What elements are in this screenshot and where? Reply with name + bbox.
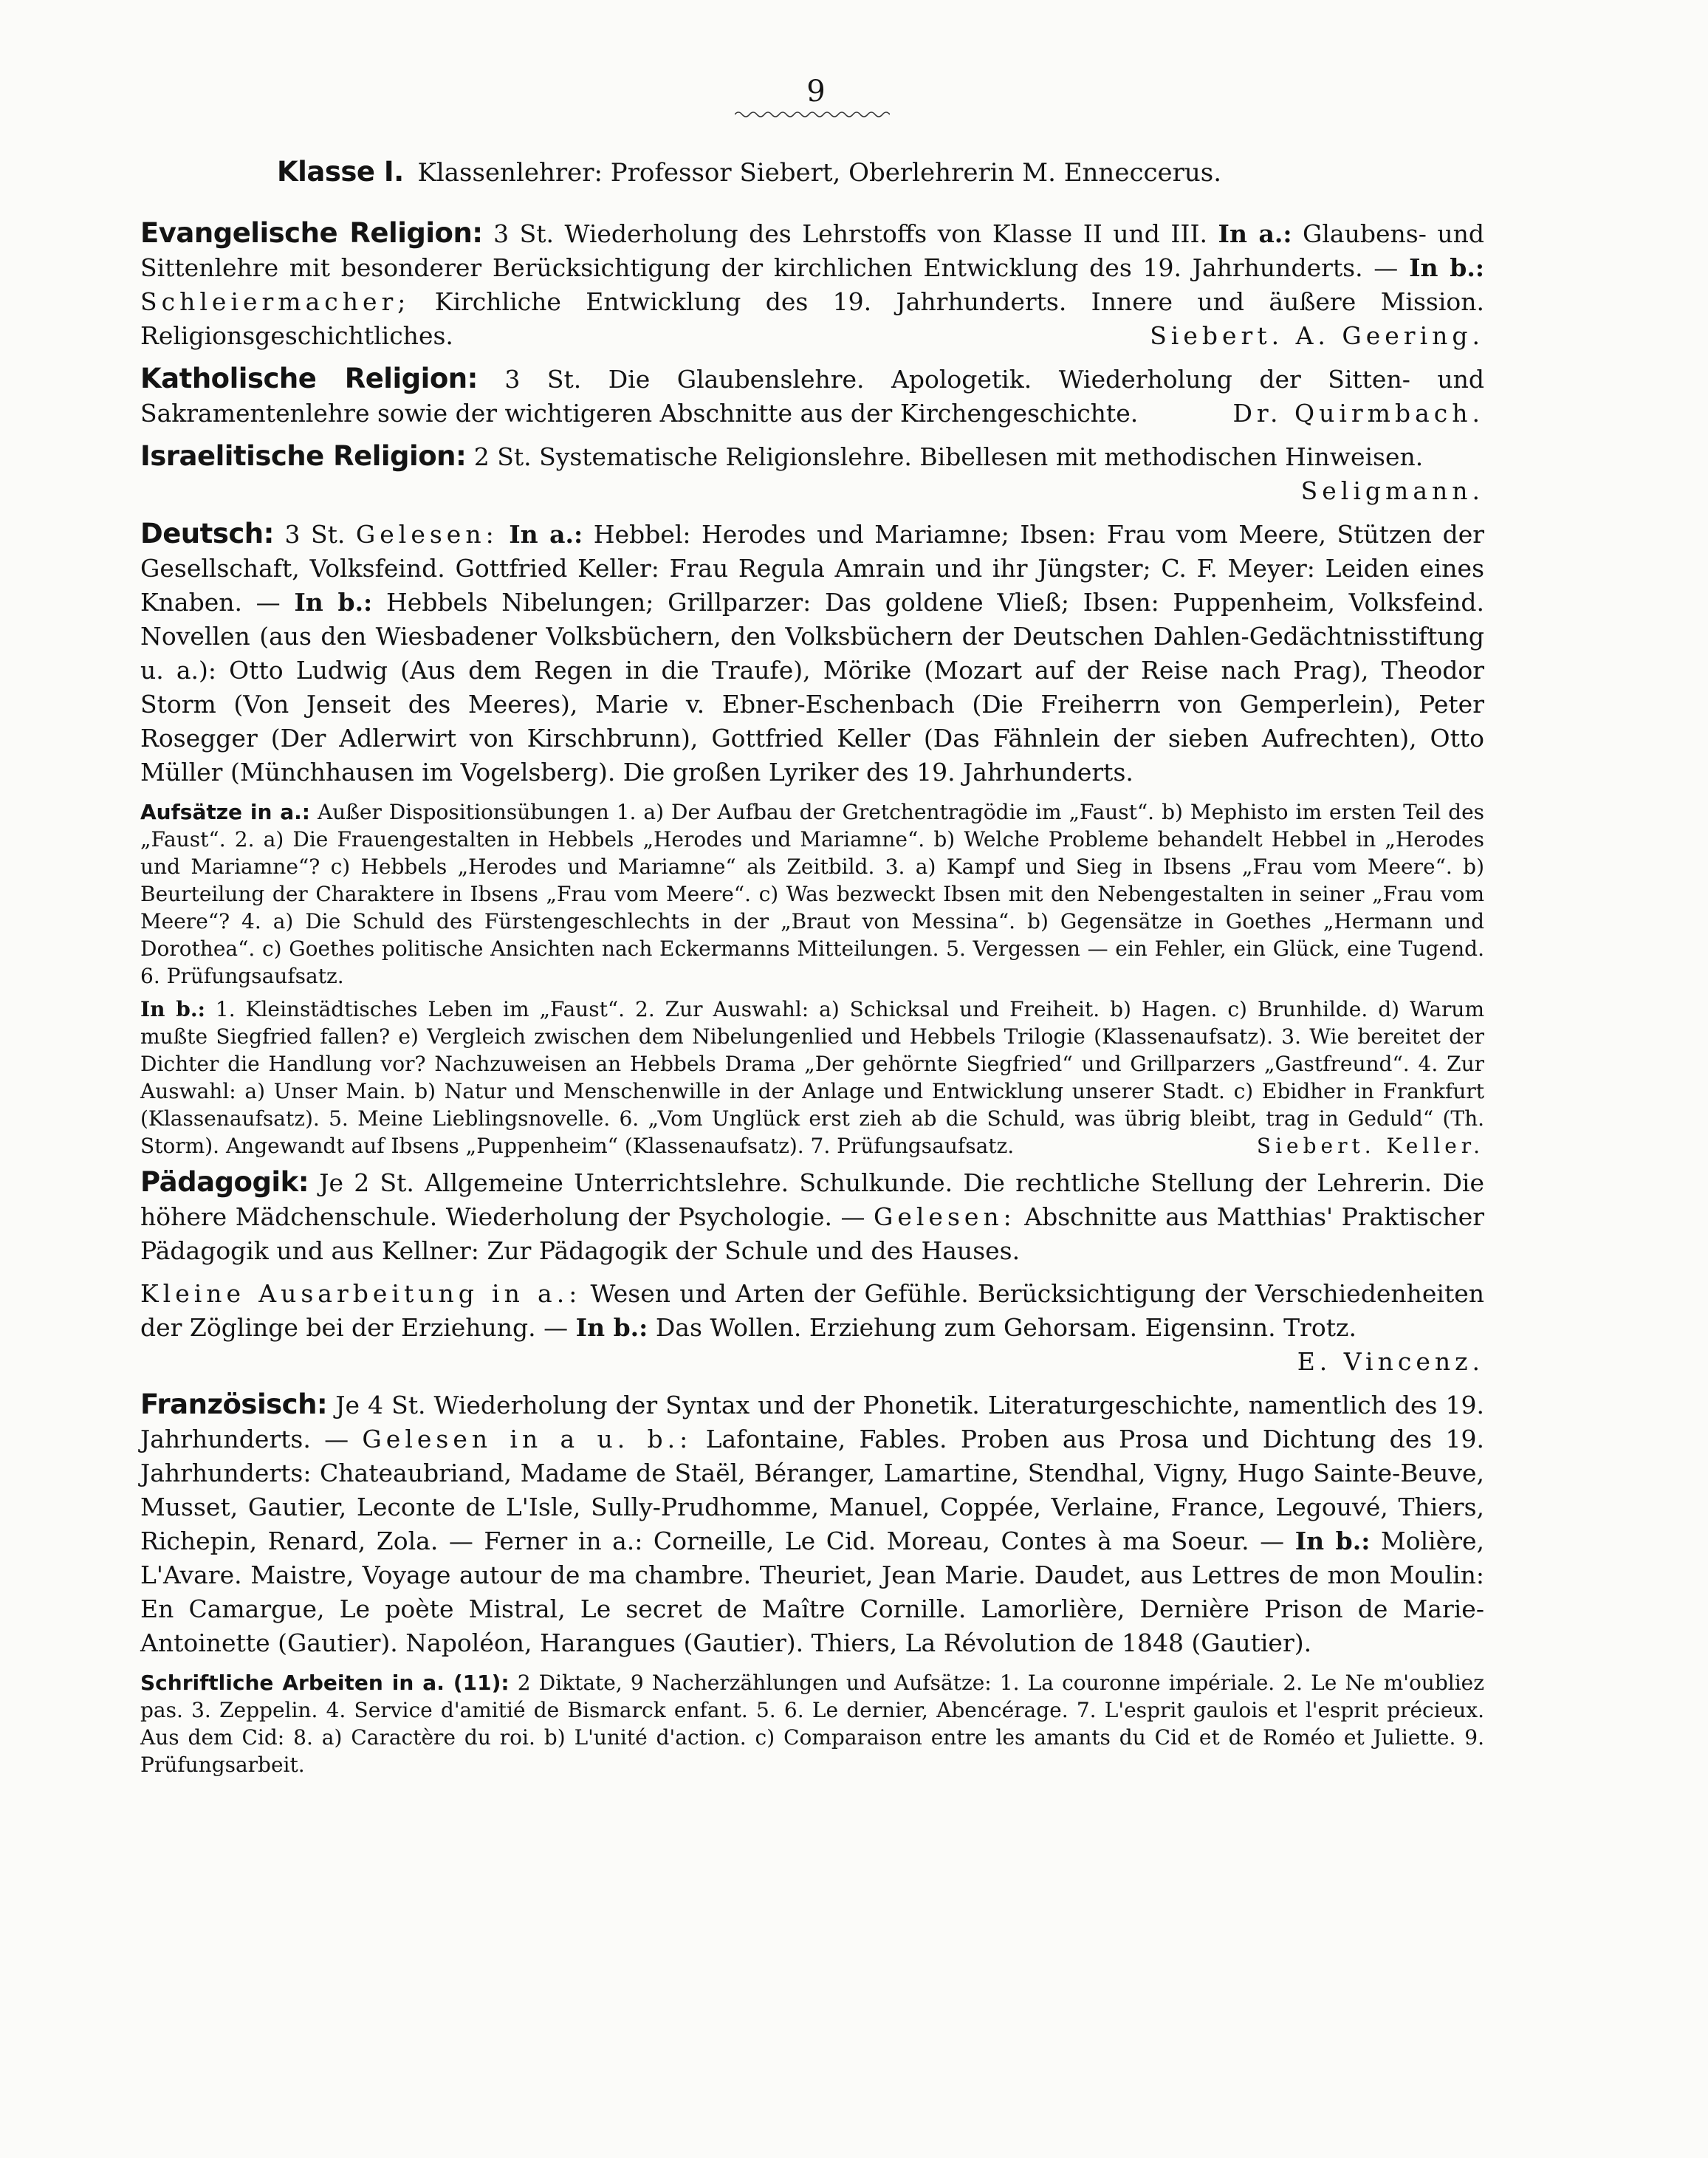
- page-number: 9: [806, 75, 826, 109]
- schriftlich-label: Schriftliche Arbeiten in a. (11):: [140, 1671, 510, 1695]
- franzoesisch-text-3: Molière, L'Avare. Maistre, Voyage autour de ma chambre. Theuriet, Jean Marie. Daudet, aus Lettres de mon Moulin: En Camargue, Le poète Mistral, Le secret de Maître Cornille. Lamorlière, Dernière Prison de Marie-Antoinette (Gautier). Napoléon, Harangues (Gautier). Thiers, La Révolution de 1848 (Gautier).: [140, 1527, 1484, 1657]
- deutsch-gelesen: Gelesen:: [355, 520, 498, 549]
- deutsch-text-3: Hebbels Nibelungen; Grillparzer: Das goldene Vließ; Ibsen: Puppenheim, Volksfeind. Novellen (aus den Wiesbadener Volksbüchern, den Volksbüchern der Deutschen Dahlen-Gedächtnisstiftung u. a.): Otto Ludwig (Aus dem Regen in die Traufe), Mörike (Mozart auf der Reise nach Prag), Theodor Storm (Von Jenseit des Meeres), Marie v. Ebner-Eschenbach (Die Freiherrn von Gemperlein), Peter Rosegger (Der Adlerwirt von Kirschbrunn), Gottfried Keller (Das Fähnlein der sieben Aufrechten), Otto Müller (Münchhausen im Vogelsberg). Die großen Lyriker des 19. Jahrhunderts.: [140, 588, 1485, 787]
- paedagogik-ausarbeitung: [140, 1277, 1484, 1379]
- section-deutsch: [140, 517, 1484, 789]
- class-title: Klasse I.: [277, 156, 404, 188]
- evangelisch-text-3: Kirchliche Entwicklung des 19. Jahrhunderts. Innere und äußere Mission. Religionsgeschichtliches.: [140, 287, 1484, 350]
- section-katholisch: [140, 362, 1484, 431]
- evangelisch-in-a: In a.:: [1218, 219, 1292, 248]
- document-page: [140, 74, 1484, 1784]
- section-franzoesisch: [140, 1388, 1484, 1660]
- aufsaetze-a-label: Aufsätze in a.:: [140, 800, 310, 824]
- franzoesisch-in-b: In b.:: [1294, 1527, 1371, 1555]
- paedagogik-signature: E. Vincenz.: [1297, 1347, 1484, 1376]
- franzoesisch-heading: Französisch:: [140, 1388, 328, 1420]
- aufsaetze-b-text: 1. Kleinstädtisches Leben im „Faust“. 2. Zur Auswahl: a) Schicksal und Freiheit. b) Hagen. c) Brunhilde. d) Warum mußte Siegfried fallen? e) Vergleich zwischen dem Nibelungenlied und Hebbels Trilogie (Klassenaufsatz). 3. Wie bereitet der Dichter die Handlung vor? Nachzuweisen an Hebbels Drama „Der gehörnte Siegfried“ und Grillparzers „Gastfreund“. 4. Zur Auswahl: a) Unser Main. b) Natur und Menschenwille in der Anlage und Entwicklung unserer Stadt. c) Ebidher in Frankfurt (Klassenaufsatz). 5. Meine Lieblingsnovelle. 6. „Vom Unglück erst zieh ab die Schuld, was übrig bleibt, trag in Geduld“ (Th. Storm). Angewandt auf Ibsens „Puppenheim“ (Klassenaufsatz). 7. Prüfungsaufsatz.: [140, 997, 1484, 1158]
- deutsch-in-b: In b.:: [294, 588, 373, 617]
- paedagogik-kleine-label: Kleine Ausarbeitung in a.:: [140, 1279, 582, 1308]
- katholisch-heading: Katholische Religion:: [140, 363, 478, 394]
- evangelisch-in-b: In b.:: [1409, 253, 1485, 282]
- paedagogik-text-1: Je 2 St. Allgemeine Unterrichtslehre. Schulkunde. Die rechtliche Stellung der Lehrerin. Die höhere Mädchenschule. Wiederholung der Psychologie. —: [140, 1168, 1484, 1231]
- wavy-ornament: [735, 109, 890, 120]
- wavy-line-icon: [735, 109, 890, 120]
- franzoesisch-text-1: Je 4 St. Wiederholung der Syntax und der Phonetik. Literaturgeschichte, namentlich des 19. Jahrhunderts. —: [140, 1391, 1484, 1453]
- israelitisch-text: 2 St. Systematische Religionslehre. Bibellesen mit methodischen Hinweisen.: [473, 442, 1424, 471]
- aufsaetze-a-text: Außer Dispositionsübungen 1. a) Der Aufbau der Gretchentragödie im „Faust“. b) Mephisto im ersten Teil des „Faust“. 2. a) Die Frauengestalten in Hebbels „Herodes und Mariamne“. b) Welche Probleme behandelt Hebbel in „Herodes und Mariamne“? c) Hebbels „Herodes und Mariamne“ als Zeitbild. 3. a) Kampf und Sieg in Ibsens „Frau vom Meere“. b) Beurteilung der Charaktere in Ibsens „Frau vom Meere“. c) Was bezweckt Ibsen mit den Nebengestalten in seiner „Frau vom Meere“? 4. a) Die Schuld des Fürstengeschlechts in der „Braut von Messina“. b) Gegensätze in Goethes „Hermann und Dorothea“. c) Goethes politische Ansichten nach Eckermanns Mitteilungen. 5. Vergessen — ein Fehler, ein Glück, eine Tugend. 6. Prüfungsaufsatz.: [140, 800, 1485, 988]
- evangelisch-text-2: Glaubens- und Sittenlehre mit besonderer Berücksichtigung der kirchlichen Entwicklung des 19. Jahrhunderts. —: [140, 219, 1484, 282]
- deutsch-aufsaetze-b: [140, 996, 1484, 1160]
- section-evangelisch: [140, 216, 1484, 353]
- evangelisch-name: Schleiermacher;: [140, 287, 411, 316]
- class-header: [140, 155, 1484, 190]
- katholisch-text: 3 St. Die Glaubenslehre. Apologetik. Wiederholung der Sitten- und Sakramentenlehre sowie der wichtigeren Abschnitte aus der Kirchengeschichte.: [140, 365, 1484, 428]
- israelitisch-signature: Seligmann.: [1300, 476, 1484, 505]
- franzoesisch-schriftlich: [140, 1669, 1484, 1778]
- paedagogik-text-4: Das Wollen. Erziehung zum Gehorsam. Eigensinn. Trotz.: [655, 1313, 1357, 1342]
- deutsch-aufsaetze-a: [140, 798, 1484, 990]
- katholisch-signature: Dr. Quirmbach.: [1232, 399, 1484, 428]
- deutsch-text-2: Hebbel: Herodes und Mariamne; Ibsen: Frau vom Meere, Stützen der Gesellschaft, Volksfeind. Gottfried Keller: Frau Regula Amrain und ihr Jüngster; C. F. Meyer: Leiden eines Knaben. —: [140, 520, 1485, 617]
- evangelisch-signature: Siebert. A. Geering.: [1150, 321, 1484, 350]
- aufsaetze-b-label: In b.:: [140, 997, 205, 1021]
- paedagogik-in-b: In b.:: [575, 1313, 648, 1342]
- franzoesisch-gelesen: Gelesen in a u. b.:: [362, 1425, 693, 1453]
- israelitisch-heading: Israelitische Religion:: [140, 440, 467, 472]
- section-israelitisch: [140, 439, 1484, 508]
- paedagogik-text-2: Abschnitte aus Matthias' Praktischer Pädagogik und aus Kellner: Zur Pädagogik der Schule und des Hauses.: [140, 1202, 1485, 1265]
- evangelisch-text-1: 3 St. Wiederholung des Lehrstoffs von Klasse II und III.: [493, 219, 1207, 248]
- evangelisch-heading: Evangelische Religion:: [140, 217, 483, 249]
- deutsch-in-a: In a.:: [509, 520, 583, 549]
- paedagogik-text-3: Wesen und Arten der Gefühle. Berücksichtigung der Verschiedenheiten der Zöglinge bei der Erziehung. —: [140, 1279, 1484, 1342]
- paedagogik-heading: Pädagogik:: [140, 1166, 309, 1198]
- class-teachers: Klassenlehrer: Professor Siebert, Oberlehrerin M. Enneccerus.: [417, 158, 1222, 188]
- section-paedagogik: [140, 1165, 1484, 1268]
- paedagogik-gelesen: Gelesen:: [873, 1202, 1016, 1231]
- franzoesisch-text-2: Lafontaine, Fables. Proben aus Prosa und Dichtung des 19. Jahrhunderts: Chateaubriand, Madame de Staël, Béranger, Lamartine, Stendhal, Vigny, Hugo Sainte-Beuve, Musset, Gautier, Leconte de L'Isle, Sully-Prudhomme, Manuel, Coppée, Verlaine, France, Legouvé, Thiers, Richepin, Renard, Zola. — Ferner in a.: Corneille, Le Cid. Moreau, Contes à ma Soeur. —: [140, 1425, 1485, 1555]
- deutsch-text-1: 3 St.: [284, 520, 346, 549]
- deutsch-heading: Deutsch:: [140, 518, 274, 549]
- deutsch-signature: Siebert. Keller.: [1256, 1134, 1484, 1158]
- schriftlich-text: 2 Diktate, 9 Nacherzählungen und Aufsätze: 1. La couronne impériale. 2. Le Ne m'oubliez pas. 3. Zeppelin. 4. Service d'amitié de Bismarck enfant. 5. 6. Le dernier, Abencérage. 7. L'esprit gaulois et l'esprit précieux. Aus dem Cid: 8. a) Caractère du roi. b) L'unité d'action. c) Comparaison entre les amants du Cid et de Roméo et Juliette. 9. Prüfungsarbeit.: [140, 1671, 1484, 1777]
